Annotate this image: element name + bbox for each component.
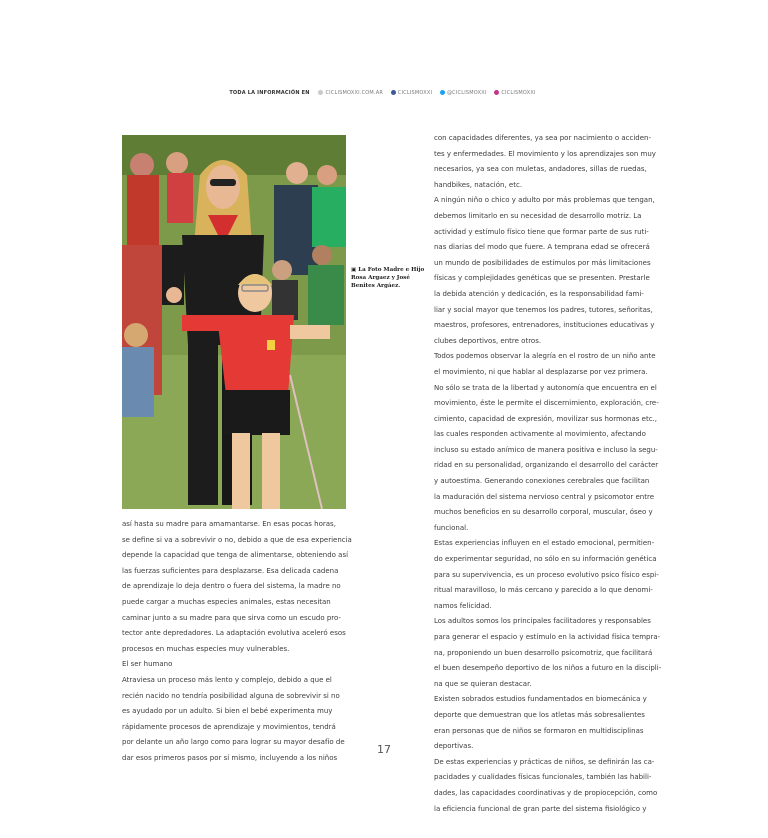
text-line: namos felicidad.	[434, 601, 492, 610]
text-line: liar y social mayor que tenemos los padres, tutores, señoritas,	[434, 305, 653, 314]
text-line: procesos en muchas especies muy vulnerables.	[122, 644, 290, 653]
text-line: por delante un año largo como para lograr su mayor desafío de	[122, 738, 345, 747]
page-header	[0, 90, 768, 96]
text-line: dar esos primeros pasos por sí mismo, incluyendo a los niños	[122, 753, 338, 762]
text-line: De estas experiencias y prácticas de niños, se definirán las ca-	[434, 757, 655, 766]
text-line: El ser humano	[122, 660, 173, 669]
text-line: depende la capacidad que tenga de alimentarse, obteniendo así	[122, 551, 349, 560]
text-line: un mundo de posibilidades de estímulos por más limitaciones	[434, 258, 651, 267]
text-line: maestros, profesores, entrenadores, instituciones educativas y	[434, 321, 655, 330]
camera-icon: ▣	[351, 267, 359, 273]
text-line: Todos podemos observar la alegría en el rostro de un niño ante	[434, 352, 656, 361]
text-line: incluso su estado anímico de manera positiva e incluso la segu-	[434, 445, 658, 454]
text-line: puede cargar a muchas especies animales, estas necesitan	[122, 597, 331, 606]
text-line: na, proponiendo un buen desarrollo psicomotriz, que facilitará	[434, 648, 653, 657]
text-line: las cuales responden activamente al movimiento, afectando	[434, 430, 646, 439]
text-line: de aprendizaje lo deja dentro o fuera del sistema, la madre no	[122, 582, 341, 591]
text-line: funcional.	[434, 523, 469, 532]
text-line: deporte que demuestran que los atletas más sobresalientes	[434, 710, 645, 719]
text-line: la maduración del sistema nervioso central y psicomotor entre	[434, 492, 655, 501]
header-lead: TODA LA INFORMACIÓN EN	[229, 90, 310, 96]
text-line: tector ante depredadores. La adaptación evolutiva aceleró esos	[122, 629, 346, 638]
text-line: las fuerzas suficientes para desplazarse. Esa delicada cadena	[122, 566, 339, 575]
text-line: para su supervivencia, es un proceso evolutivo psico físico espi-	[434, 570, 659, 579]
text-line: muchos beneficios en su desarrollo corporal, muscular, óseo y	[434, 508, 653, 517]
article-photo	[122, 135, 346, 509]
text-line: el buen desempeño deportivo de los niños a futuro en la discipli-	[434, 664, 662, 673]
page-number: 17	[377, 743, 391, 756]
photo-caption: ▣ La Foto Madre e Hijo Rosa Argaez y José Benites Argáez.	[351, 267, 425, 289]
text-line: es ayudado por un adulto. Si bien el bebé experimenta muy	[122, 707, 333, 716]
header-link-facebook[interactable]: CICLISMOXXI	[391, 90, 432, 96]
text-line: ritual maravilloso, lo más cercano y parecido a lo que denomi-	[434, 586, 653, 595]
text-line: Estas experiencias influyen en el estado emocional, permitien-	[434, 539, 655, 548]
text-line: se define si va a sobrevivir o no, debido a que de esa experiencia	[122, 535, 352, 544]
text-line: handbikes, natación, etc.	[434, 180, 523, 189]
header-link-twitter[interactable]: @CICLISMOXXI	[440, 90, 487, 96]
text-line: No sólo se trata de la libertad y autonomía que encuentra en el	[434, 383, 657, 392]
text-line: recién nacido no tendría posibilidad alguna de sobrevivir si no	[122, 691, 340, 700]
text-line: clubes deportivos, entre otros.	[434, 336, 542, 345]
text-line: así hasta su madre para amamantarse. En esas pocas horas,	[122, 520, 336, 528]
text-line: la eficiencia funcional de gran parte del sistema fisiológico y	[434, 804, 647, 813]
text-line: nas diarias del modo que fuere. A temprana edad se ofrecerá	[434, 243, 650, 252]
text-line: cimiento, capacidad de expresión, movilizar sus hormonas etc.,	[434, 414, 658, 423]
text-line: movimiento, éste le permite el discernimiento, exploración, cre-	[434, 399, 659, 408]
article-column-right	[434, 131, 660, 817]
article-column-left	[122, 517, 354, 767]
text-line: Atraviesa un proceso más lento y complejo, debido a que el	[122, 675, 332, 684]
header-link-instagram[interactable]: CICLISMOXXI	[494, 90, 535, 96]
text-line: caminar junto a su madre para que sirva como un escudo pro-	[122, 613, 341, 622]
text-line: con capacidades diferentes, ya sea por nacimiento o acciden-	[434, 134, 651, 142]
instagram-icon	[494, 90, 499, 95]
text-line: el movimiento, ni que hablar al desplazarse por vez primera.	[434, 367, 648, 376]
text-line: A ningún niño o chico y adulto por más problemas que tengan,	[434, 196, 655, 205]
text-line: deportivas.	[434, 742, 474, 751]
text-line: debemos limitarlo en su necesidad de desarrollo motriz. La	[434, 211, 642, 220]
text-line: físicas y complejidades genéticas que se presenten. Prestarle	[434, 274, 650, 283]
text-line: necesarios, ya sea con muletas, andadores, sillas de ruedas,	[434, 165, 647, 174]
text-line: actividad y estímulo físico tiene que formar parte de sus ruti-	[434, 227, 649, 236]
twitter-icon	[440, 90, 445, 95]
text-line: para generar el espacio y estímulo en la actividad física tempra-	[434, 633, 661, 641]
globe-icon	[318, 90, 323, 95]
text-line: eran personas que de niños se formaron en multidisciplinas	[434, 726, 644, 735]
facebook-icon	[391, 90, 396, 95]
text-line: do experimentar seguridad, no sólo en su información genética	[434, 555, 657, 564]
text-line: ridad en su personalidad, organizando el desarrollo del carácter	[434, 461, 659, 470]
text-line: y autoestima. Generando conexiones cerebrales que facilitan	[434, 477, 650, 486]
text-line: la debida atención y dedicación, es la responsabilidad fami-	[434, 289, 644, 298]
text-line: tes y enfermedades. El movimiento y los aprendizajes son muy	[434, 149, 656, 158]
text-line: Existen sobrados estudios fundamentados en biomecánica y	[434, 695, 647, 704]
text-line: Los adultos somos los principales facilitadores y responsables	[434, 617, 651, 626]
header-link-web[interactable]: CICLISMOXXI.COM.AR	[318, 90, 383, 96]
text-line: dades, las capacidades coordinativas y de propiocepción, como	[434, 788, 658, 797]
text-line: rápidamente procesos de aprendizaje y movimientos, tendrá	[122, 722, 336, 731]
text-line: na que se quieran destacar.	[434, 679, 532, 688]
text-line: pacidades y cualidades físicas funcionales, también las habili-	[434, 773, 652, 782]
